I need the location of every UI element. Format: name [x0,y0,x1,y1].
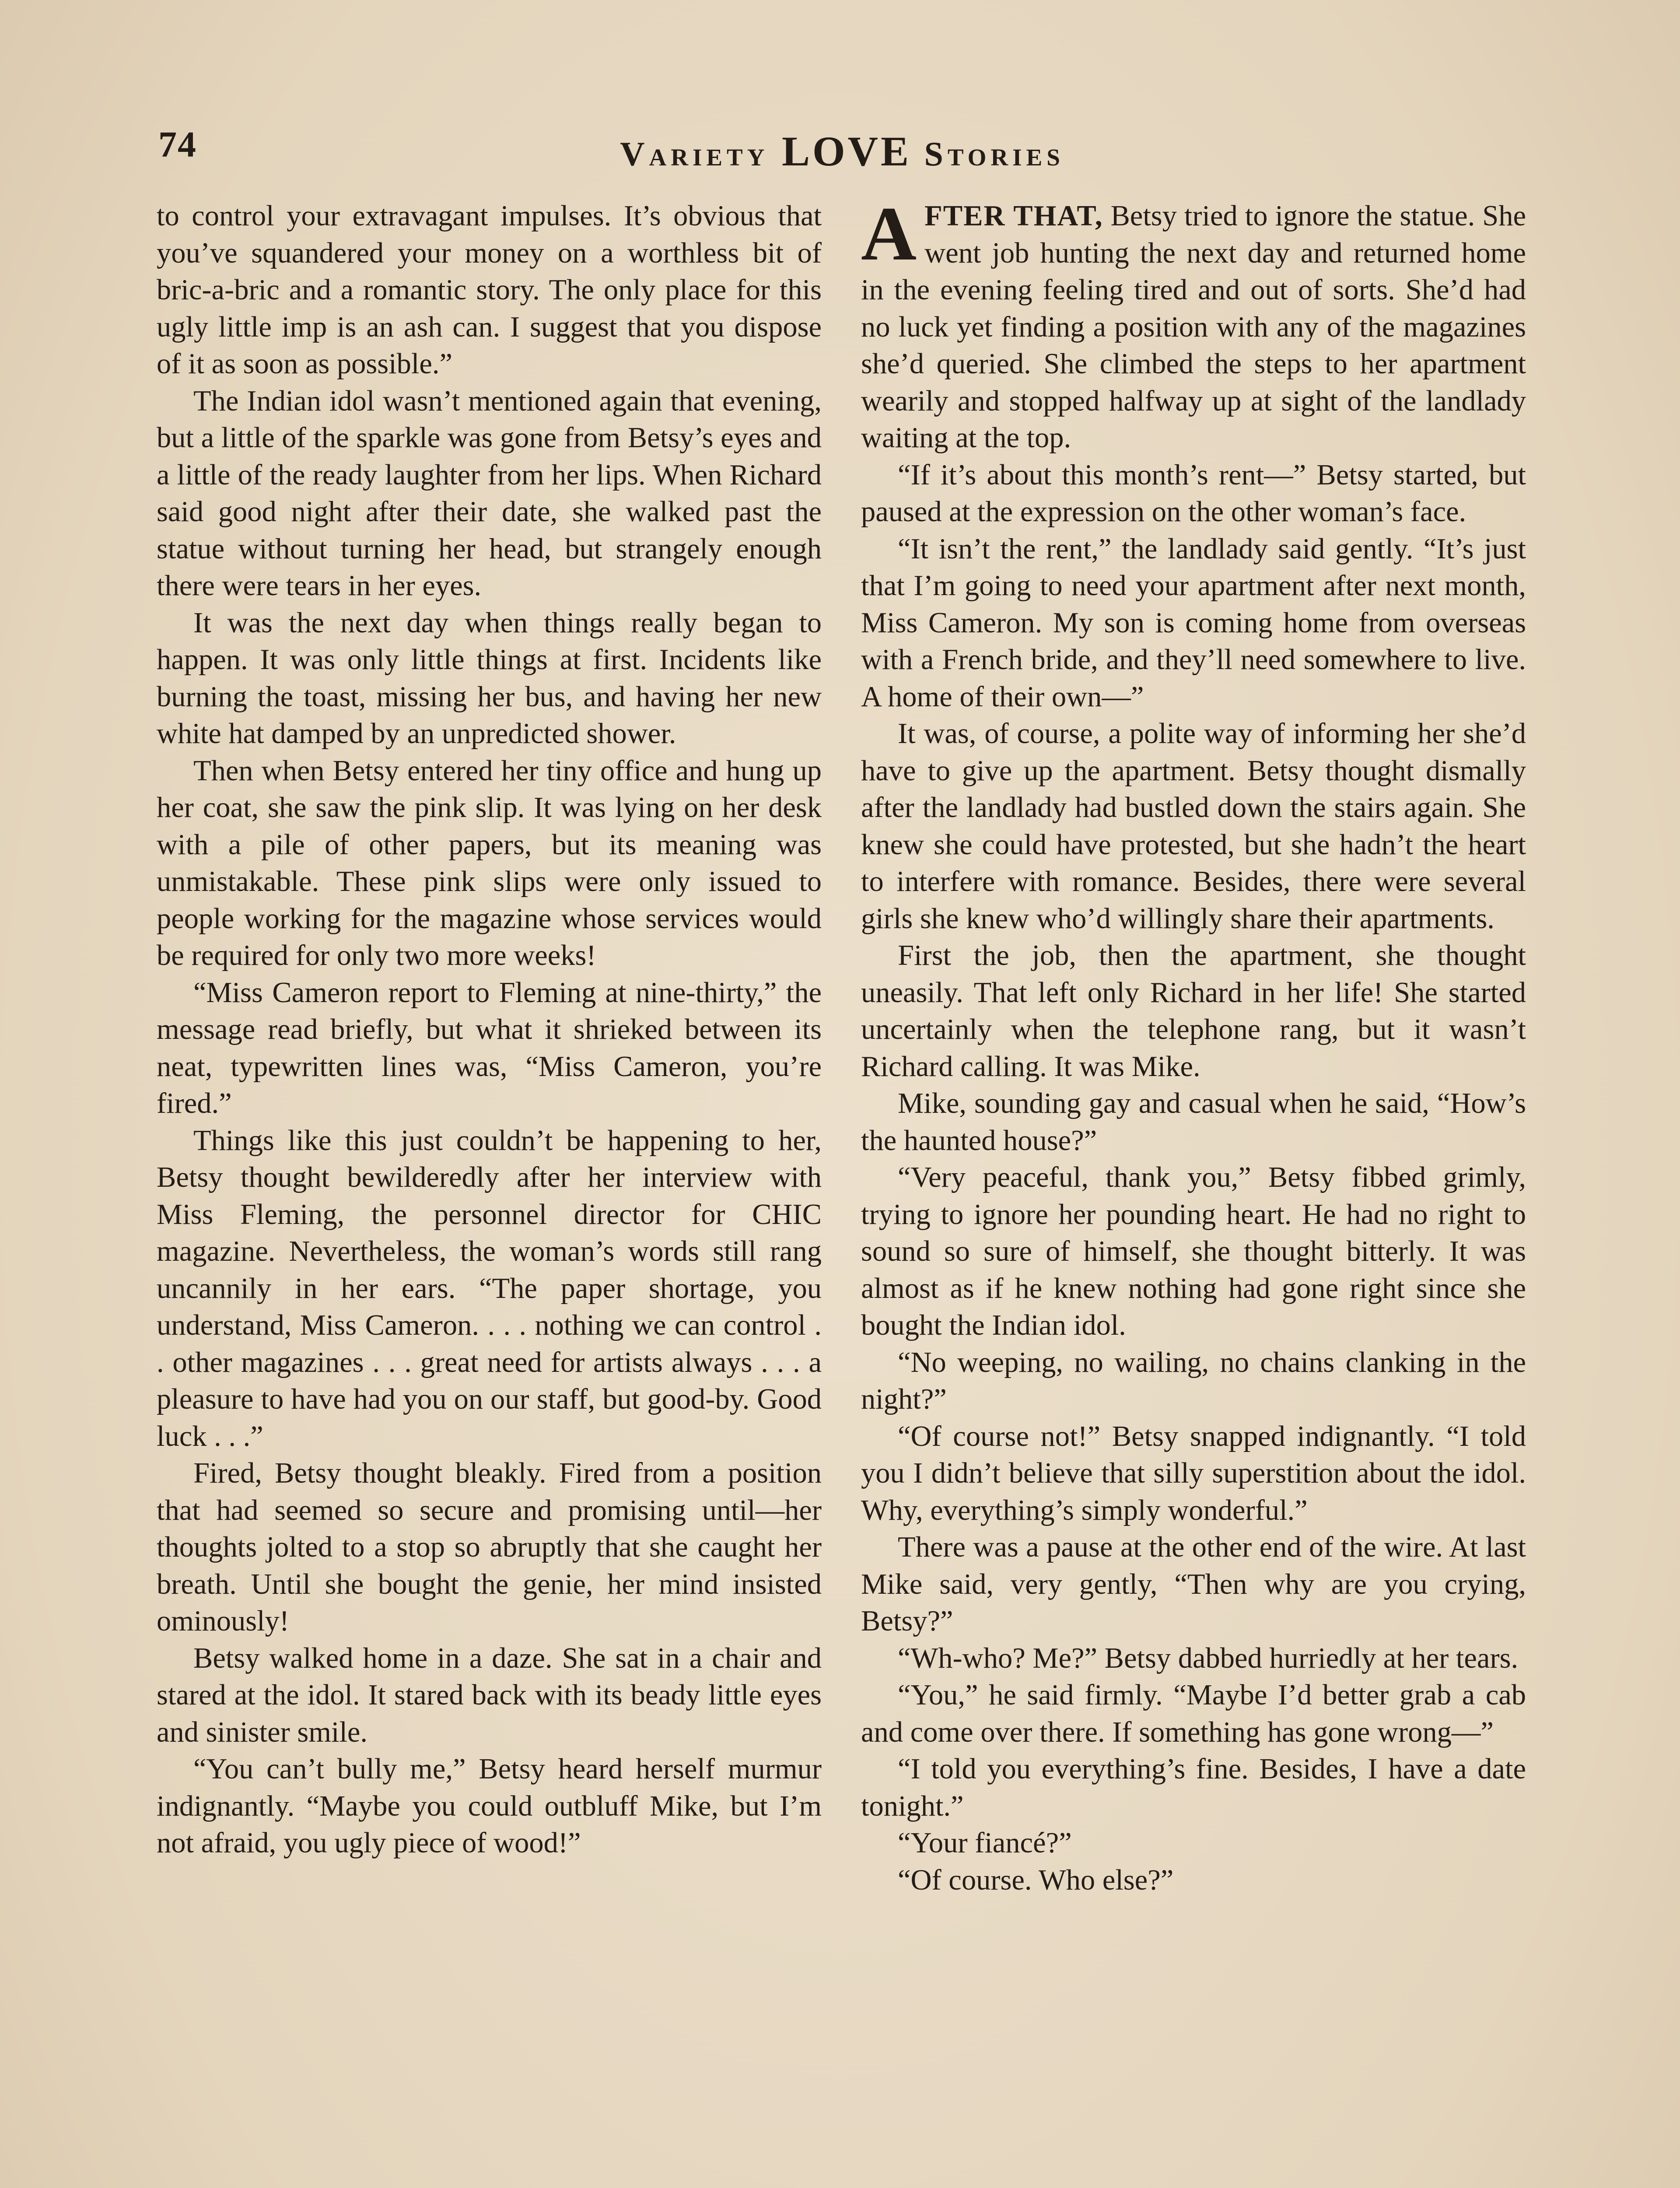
opening-caps: FTER THAT, [924,200,1103,232]
opening-paragraph [861,191,1526,457]
paragraph: “Of course not!” Betsy snapped indignantly. “I told you I didn’t believe that silly superstition about the idol. Why, everything’s simply wonderful.” [861,1420,1526,1526]
paragraph: It was the next day when things really began to happen. It was only little things at first. Incidents like burning the toast, missing her bus, and having her new white hat damped by an unpredicted shower. [157,607,822,750]
paragraph: Things like this just couldn’t be happening to her, Betsy thought bewilderedly after her interview with Miss Fleming, the personnel director for CHIC magazine. Nevertheless, the woman’s words still rang uncannily in her ears. “The paper shortage, you understand, Miss Cameron. . . . nothing we can control . . other magazines . . . great need for artists always . . . a pleasure to have had you on our staff, but good-by. Good luck . . .” [157,1124,822,1452]
page-number: 74 [158,124,197,165]
paragraph: Mike, sounding gay and casual when he said, “How’s the haunted house?” [861,1087,1526,1157]
right-column [861,191,1526,1899]
running-head-stories: Stories [911,135,1064,173]
running-head-variety: Variety [620,135,782,173]
opening-text: Betsy tried to ignore the statue. She went job hunting the next day and returned home in the evening feeling tired and out of sorts. She’d had no luck yet finding a position with any of the magazines she’d queried. She climbed the steps to her apartment wearily and stopped halfway up at sight of the landlady waiting at the top. [861,200,1526,454]
paragraph: to control your extravagant impulses. It’s obvious that you’ve squandered your money on a worthless bit of bric-a-bric and a romantic story. The only place for this ugly little imp is an ash can. I suggest that you dispose of it as soon as possible.” [157,200,822,380]
paragraph: “Wh-who? Me?” Betsy dabbed hurriedly at her tears. [898,1642,1519,1674]
drop-cap: A [861,191,917,277]
left-column [157,198,822,1862]
paragraph: “Your fiancé?” [898,1827,1072,1859]
paragraph: “If it’s about this month’s rent—” Betsy started, but paused at the expression on the other woman’s face. [861,459,1526,528]
paragraph: “I told you everything’s fine. Besides, I have a date tonight.” [861,1753,1526,1822]
running-head-love: LOVE [781,128,912,175]
paragraph: “No weeping, no wailing, no chains clanking in the night?” [861,1346,1526,1415]
paragraph: Fired, Betsy thought bleakly. Fired from a position that had seemed so secure and promising until—her thoughts jolted to a stop so abruptly that she caught her breath. Until she bought the genie, her mind insisted ominously! [157,1457,822,1637]
paragraph: The Indian idol wasn’t mentioned again that evening, but a little of the sparkle was gone from Betsy’s eyes and a little of the ready laughter from her lips. When Richard said good night after their date, she walked past the statue without turning her head, but strangely enough there were tears in her eyes. [157,385,822,602]
paragraph: “You,” he said firmly. “Maybe I’d better grab a cab and come over there. If something has gone wrong—” [861,1679,1526,1748]
paragraph: “Of course. Who else?” [898,1864,1174,1896]
paragraph: “Miss Cameron report to Fleming at nine-thirty,” the message read briefly, but what it shrieked between its neat, typewritten lines was, “Miss Cameron, you’re fired.” [157,976,822,1119]
paragraph: It was, of course, a polite way of informing her she’d have to give up the apartment. Betsy thought dismally after the landlady had bustled down the stairs again. She knew she could have protested, but she hadn’t the heart to interfere with romance. Besides, there were several girls she knew who’d willingly share their apartments. [861,718,1526,935]
running-head [525,127,1159,175]
paragraph: “You can’t bully me,” Betsy heard herself murmur indignantly. “Maybe you could outbluff Mike, but I’m not afraid, you ugly piece of wood!” [157,1753,822,1859]
paragraph: Then when Betsy entered her tiny office and hung up her coat, she saw the pink slip. It was lying on her desk with a pile of other papers, but its meaning was unmistakable. These pink slips were only issued to people working for the magazine whose services would be required for only two more weeks! [157,754,822,971]
paragraph: “Very peaceful, thank you,” Betsy fibbed grimly, trying to ignore her pounding heart. He had no right to sound so sure of himself, she thought bitterly. It was almost as if he knew nothing had gone right since she bought the Indian idol. [861,1161,1526,1341]
paragraph: Betsy walked home in a daze. She sat in a chair and stared at the idol. It stared back with its beady little eyes and sinister smile. [157,1642,822,1748]
paragraph: There was a pause at the other end of the wire. At last Mike said, very gently, “Then why are you crying, Betsy?” [861,1531,1526,1637]
paragraph: First the job, then the apartment, she thought uneasily. That left only Richard in her life! She started uncertainly when the telephone rang, but it wasn’t Richard calling. It was Mike. [861,940,1526,1083]
paragraph: “It isn’t the rent,” the landlady said gently. “It’s just that I’m going to need your apartment after next month, Miss Cameron. My son is coming home from overseas with a French bride, and they’ll need somewhere to live. A home of their own—” [861,533,1526,713]
